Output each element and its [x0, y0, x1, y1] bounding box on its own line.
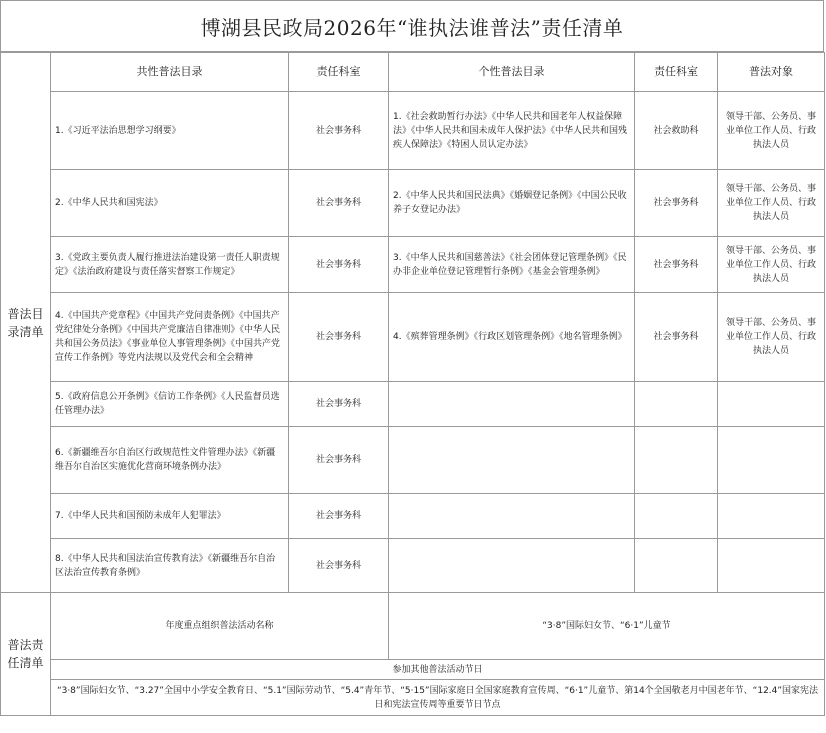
empty-cell [718, 539, 825, 593]
table-row [1, 427, 825, 494]
common-item: 7.《中华人民共和国预防未成年人犯罪法》 [51, 494, 289, 539]
common-dept: 社会事务科 [289, 494, 389, 539]
header-specific-list: 个性普法目录 [389, 53, 635, 92]
audience: 领导干部、公务员、事业单位工作人员、行政执法人员 [718, 170, 825, 237]
common-dept: 社会事务科 [289, 539, 389, 593]
empty-cell [718, 382, 825, 427]
common-dept: 社会事务科 [289, 382, 389, 427]
empty-cell [389, 494, 635, 539]
empty-cell [635, 382, 718, 427]
table-row [1, 170, 825, 237]
common-item: 5.《政府信息公开条例》《信访工作条例》《人民监督员选任管理办法》 [51, 382, 289, 427]
common-dept: 社会事务科 [289, 170, 389, 237]
common-dept: 社会事务科 [289, 92, 389, 170]
audience: 领导干部、公务员、事业单位工作人员、行政执法人员 [718, 237, 825, 293]
specific-dept: 社会事务科 [635, 237, 718, 293]
specific-item: 3.《中华人民共和国慈善法》《社会团体登记管理条例》《民办非企业单位登记管理暂行条例》《基金会管理条例》 [389, 237, 635, 293]
empty-cell [389, 427, 635, 494]
side-label-catalog: 普法目录清单 [1, 53, 51, 593]
table-row [1, 539, 825, 593]
table-row [1, 382, 825, 427]
header-audience: 普法对象 [718, 53, 825, 92]
empty-cell [718, 427, 825, 494]
table-row [1, 237, 825, 293]
festival-value: “3·8”国际妇女节、“3.27”全国中小学安全教育日、“5.1”国际劳动节、“5.4”青年节、“5·15”国际家庭日全国家庭教育宣传周、“6·1”儿童节、第14个全国敬老月中国老年节、“12.4”国家宪法日和宪法宣传周等重要节日节点 [51, 680, 825, 716]
common-dept: 社会事务科 [289, 237, 389, 293]
specific-dept: 社会救助科 [635, 92, 718, 170]
empty-cell [635, 539, 718, 593]
table-row [1, 293, 825, 382]
empty-cell [718, 494, 825, 539]
common-dept: 社会事务科 [289, 293, 389, 382]
empty-cell [635, 427, 718, 494]
audience: 领导干部、公务员、事业单位工作人员、行政执法人员 [718, 92, 825, 170]
common-item: 8.《中华人民共和国法治宣传教育法》《新疆维吾尔自治区法治宣传教育条例》 [51, 539, 289, 593]
festival-value-row [1, 680, 825, 716]
specific-item: 2.《中华人民共和国民法典》《婚姻登记条例》《中国公民收养子女登记办法》 [389, 170, 635, 237]
common-dept: 社会事务科 [289, 427, 389, 494]
document-title: 博湖县民政局2026年“谁执法谁普法”责任清单 [0, 0, 824, 52]
festival-label: 参加其他普法活动节日 [51, 660, 825, 680]
specific-item: 1.《社会救助暂行办法》《中华人民共和国老年人权益保障法》《中华人民共和国未成年人保护法》《中华人民共和国残疾人保障法》《特困人员认定办法》 [389, 92, 635, 170]
common-item: 1.《习近平法治思想学习纲要》 [51, 92, 289, 170]
specific-item: 4.《殡葬管理条例》《行政区划管理条例》《地名管理条例》 [389, 293, 635, 382]
activity-label: 年度重点组织普法活动名称 [51, 593, 389, 660]
empty-cell [635, 494, 718, 539]
table-row [1, 494, 825, 539]
header-specific-dept: 责任科室 [635, 53, 718, 92]
responsibility-table [0, 52, 825, 716]
specific-dept: 社会事务科 [635, 293, 718, 382]
audience: 领导干部、公务员、事业单位工作人员、行政执法人员 [718, 293, 825, 382]
activity-value: “3·8”国际妇女节、“6·1”儿童节 [389, 593, 825, 660]
festival-label-row [1, 660, 825, 680]
empty-cell [389, 382, 635, 427]
common-item: 3.《党政主要负责人履行推进法治建设第一责任人职责规定》《法治政府建设与责任落实督察工作规定》 [51, 237, 289, 293]
common-item: 2.《中华人民共和国宪法》 [51, 170, 289, 237]
empty-cell [389, 539, 635, 593]
table-row [1, 92, 825, 170]
common-item: 6.《新疆维吾尔自治区行政规范性文件管理办法》《新疆维吾尔自治区实施优化营商环境条例办法》 [51, 427, 289, 494]
header-common-dept: 责任科室 [289, 53, 389, 92]
header-common-list: 共性普法目录 [51, 53, 289, 92]
header-row [1, 53, 825, 92]
common-item: 4.《中国共产党章程》《中国共产党问责条例》《中国共产党纪律处分条例》《中国共产党廉洁自律准则》《中华人民共和国公务员法》《事业单位人事管理条例》《中国共产党宣传工作条例》等党内法规以及党代会和全会精神 [51, 293, 289, 382]
specific-dept: 社会事务科 [635, 170, 718, 237]
activity-row [1, 593, 825, 660]
side-label-responsibility: 普法责任清单 [1, 593, 51, 716]
